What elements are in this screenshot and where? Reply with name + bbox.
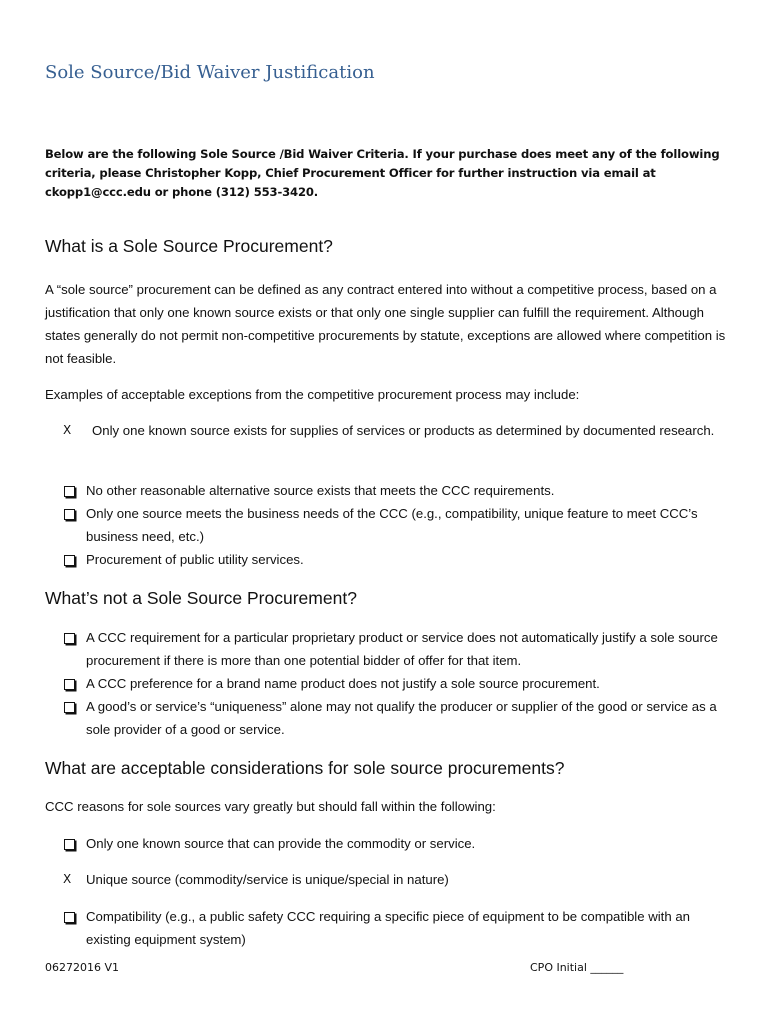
list-item: [63, 479, 733, 502]
considerations-intro: CCC reasons for sole sources vary greatly but should fall within the following:: [45, 799, 496, 814]
list-item-text: Compatibility (e.g., a public safety CCC requiring a specific piece of equipment to be compatible with an existing equipment system): [86, 909, 690, 947]
list-item: [63, 832, 733, 855]
checkbox-icon: [64, 555, 75, 566]
examples-intro: Examples of acceptable exceptions from the competitive procurement process may include:: [45, 387, 580, 402]
section-heading-whats-not: What’s not a Sole Source Procurement?: [45, 588, 357, 608]
list-item: [63, 626, 733, 672]
checkbox-icon: [64, 679, 75, 690]
list-item-text: Procurement of public utility services.: [86, 552, 304, 567]
list-item-text: Unique source (commodity/service is unique/special in nature): [86, 872, 449, 887]
checked-list-item: [63, 868, 733, 891]
list-item-text: No other reasonable alternative source exists that meets the CCC requirements.: [86, 483, 555, 498]
checkbox-icon: [64, 839, 75, 850]
intro-paragraph: Below are the following Sole Source /Bid Waiver Criteria. If your purchase does meet any of the following criteria, please Christopher Kopp, Chief Procurement Officer for further instruction via email at ckopp1@ccc.edu or phone (312) 553-3420.: [45, 147, 720, 199]
list-item-text: A CCC requirement for a particular proprietary product or service does not automatically justify a sole source procurement if there is more than one potential bidder of offer for that item.: [86, 630, 718, 668]
section-heading-considerations: What are acceptable considerations for sole source procurements?: [45, 758, 565, 778]
checkbox-icon: [64, 912, 75, 923]
list-item: [63, 695, 733, 741]
footer-cpo-initial: CPO Initial ______: [530, 961, 624, 974]
x-mark-icon: X: [63, 872, 72, 886]
list-item-text: Only one known source exists for supplies of services or products as determined by documented research.: [92, 423, 715, 438]
list-item-text: Only one source meets the business needs of the CCC (e.g., compatibility, unique feature to meet CCC’s business need, etc.): [86, 506, 698, 544]
list-item: [63, 502, 733, 548]
list-item: [63, 672, 733, 695]
list-item-text: Only one known source that can provide the commodity or service.: [86, 836, 476, 851]
list-item-text: A good’s or service’s “uniqueness” alone may not qualify the producer or supplier of the good or service as a sole provider of a good or service.: [86, 699, 717, 737]
list-item-text: A CCC preference for a brand name product does not justify a sole source procurement.: [86, 676, 600, 691]
checkbox-icon: [64, 486, 75, 497]
section-heading-what-is: What is a Sole Source Procurement?: [45, 236, 333, 256]
footer-version: 06272016 V1: [45, 961, 120, 974]
list-item: [63, 905, 733, 951]
document-title: Sole Source/Bid Waiver Justification: [45, 62, 375, 83]
checkbox-icon: [64, 509, 75, 520]
x-mark-icon: X: [63, 423, 72, 437]
list-item: [63, 548, 733, 571]
sole-source-definition: A “sole source” procurement can be defined as any contract entered into without a competitive process, based on a justification that only one known source exists or that only one single supplier can fulfill the requirement. Although states generally do not permit non-competitive procurements by statute, exceptions are allowed where competition is not feasible.: [45, 282, 726, 366]
checkbox-icon: [64, 633, 75, 644]
checkbox-icon: [64, 702, 75, 713]
checked-list-item: [63, 419, 733, 442]
